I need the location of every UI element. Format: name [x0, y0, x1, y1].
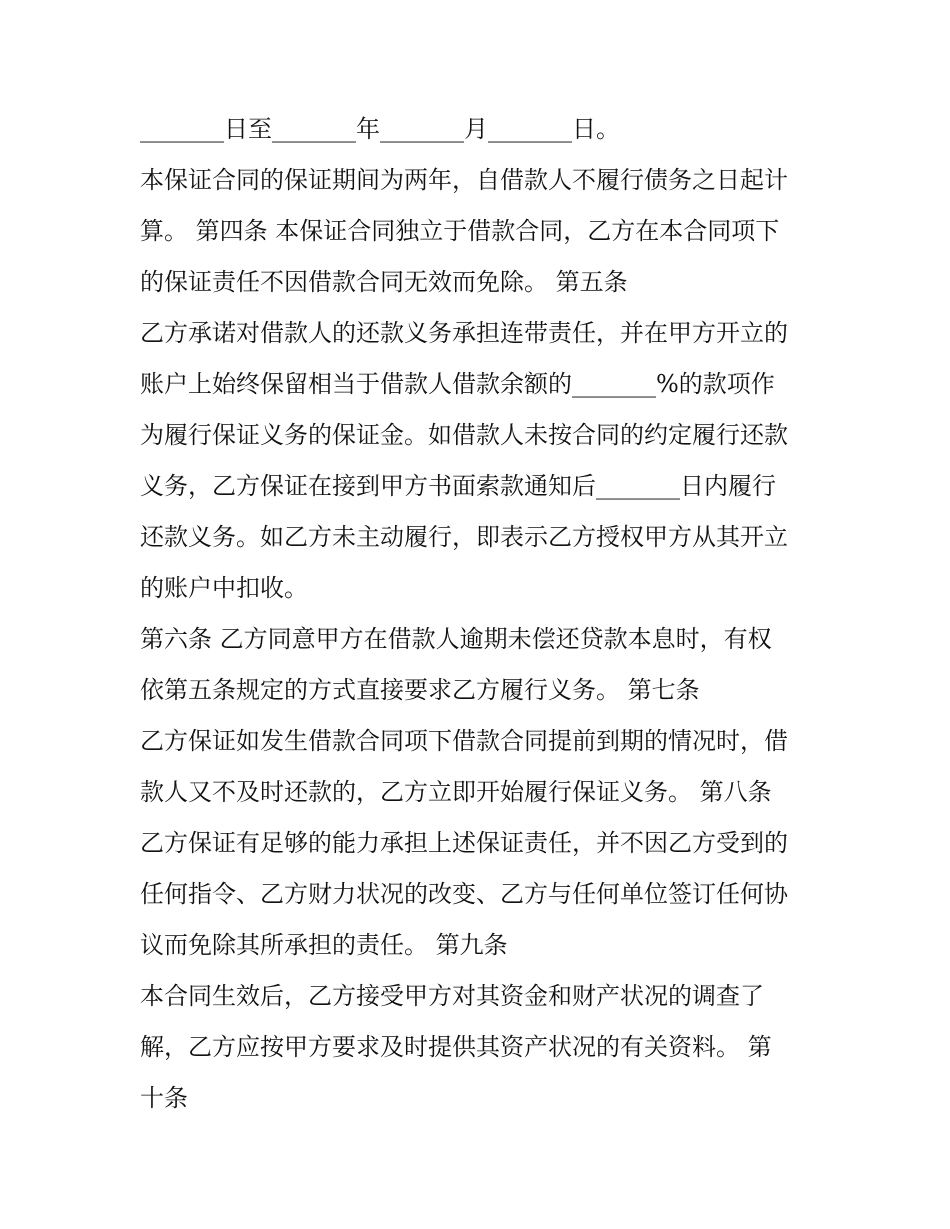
text-line: 议而免除其所承担的责任。 第九条 — [140, 931, 508, 959]
text-line: 款人又不及时还款的，乙方立即开始履行保证义务。 第八条 — [140, 778, 772, 806]
text-line: 为履行保证义务的保证金。如借款人未按合同的约定履行还款 — [140, 421, 788, 449]
text-line: 账户上始终保留相当于借款人借款余额的_______%的款项作 — [140, 370, 775, 398]
text-line: 的保证责任不因借款合同无效而免除。 第五条 — [140, 268, 628, 296]
document-body — [140, 104, 820, 1124]
text-line: 依第五条规定的方式直接要求乙方履行义务。 第七条 — [140, 676, 700, 704]
text-line: 十条 — [140, 1084, 188, 1112]
text-line: 乙方保证如发生借款合同项下借款合同提前到期的情况时，借 — [140, 727, 788, 755]
text-line: _______日至_______年_______月_______日。 — [140, 115, 620, 143]
text-line: 的账户中扣收。 — [140, 574, 308, 602]
text-line: 算。 第四条 本保证合同独立于借款合同，乙方在本合同项下 — [140, 217, 780, 245]
text-line: 义务，乙方保证在接到甲方书面索款通知后_______日内履行 — [140, 472, 776, 500]
text-line: 乙方保证有足够的能力承担上述保证责任，并不因乙方受到的 — [140, 829, 788, 857]
text-line: 本保证合同的保证期间为两年，自借款人不履行债务之日起计 — [140, 166, 788, 194]
text-line: 任何指令、乙方财力状况的改变、乙方与任何单位签订任何协 — [140, 880, 788, 908]
text-line: 解，乙方应按甲方要求及时提供其资产状况的有关资料。 第 — [140, 1033, 772, 1061]
text-line: 本合同生效后，乙方接受甲方对其资金和财产状况的调查了 — [140, 982, 764, 1010]
text-line: 还款义务。如乙方未主动履行，即表示乙方授权甲方从其开立 — [140, 523, 788, 551]
text-line: 乙方承诺对借款人的还款义务承担连带责任，并在甲方开立的 — [140, 319, 788, 347]
text-line: 第六条 乙方同意甲方在借款人逾期未偿还贷款本息时，有权 — [140, 625, 772, 653]
